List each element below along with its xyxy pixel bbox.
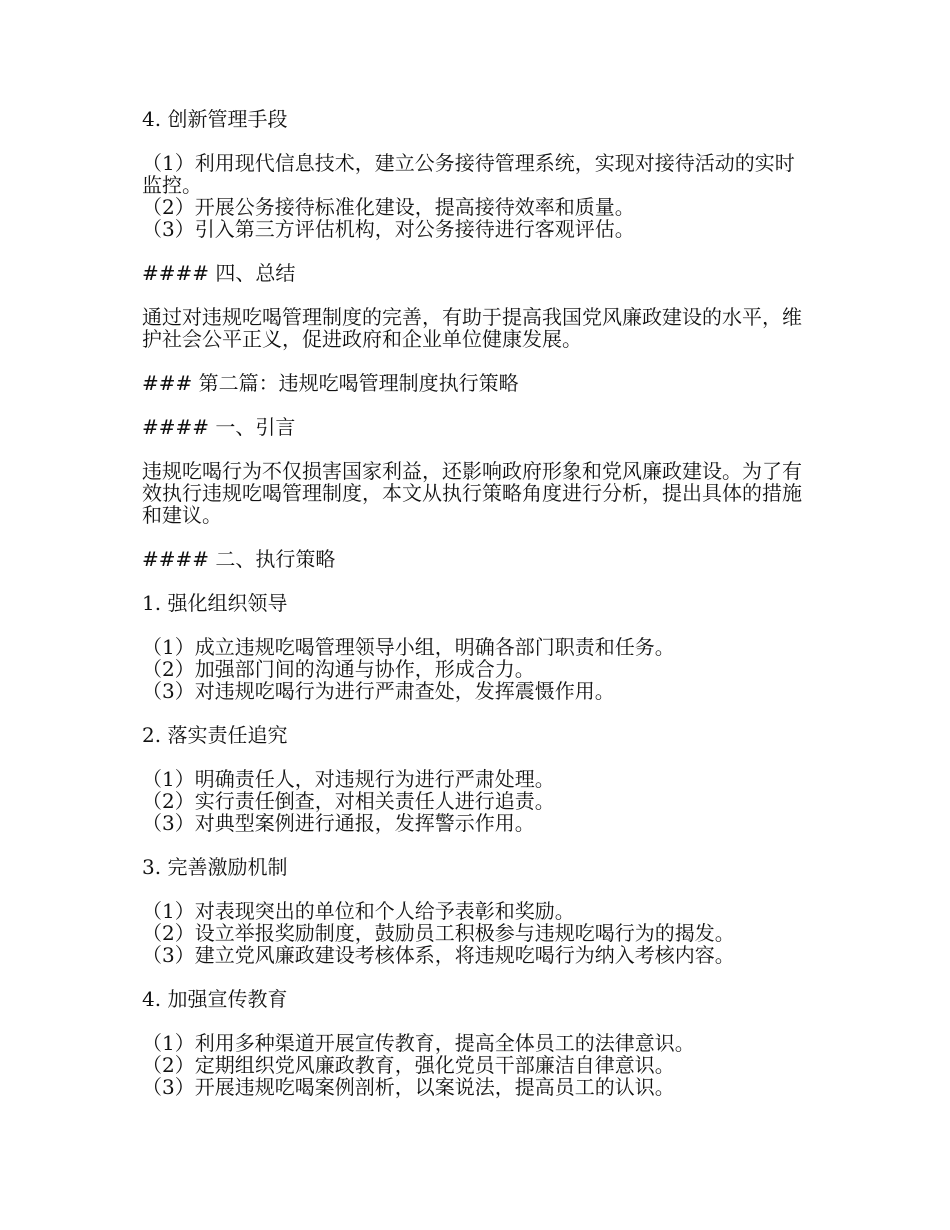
subsection-heading: 2. 落实责任追究 <box>142 723 288 747</box>
list-item: （3）开展违规吃喝案例剖析，以案说法，提高员工的认识。 <box>142 1075 675 1099</box>
list-item: （1）对表现突出的单位和个人给予表彰和奖励。 <box>142 899 575 923</box>
list-item: （2）开展公务接待标准化建设，提高接待效率和质量。 <box>142 195 635 219</box>
chapter-heading: ### 第二篇：违规吃喝管理制度执行策略 <box>142 371 519 395</box>
section-heading: #### 二、执行策略 <box>142 547 336 571</box>
list-item: （1）成立违规吃喝管理领导小组，明确各部门职责和任务。 <box>142 635 675 659</box>
document-page <box>142 108 812 1120</box>
list-item: （1）明确责任人，对违规行为进行严肃处理。 <box>142 767 555 791</box>
list-item: （2）加强部门间的沟通与协作，形成合力。 <box>142 657 535 681</box>
list-item: （3）对违规吃喝行为进行严肃查处，发挥震慑作用。 <box>142 679 615 703</box>
section-heading: #### 一、引言 <box>142 415 296 439</box>
list-item: （2）定期组织党风廉政教育，强化党员干部廉洁自律意识。 <box>142 1053 675 1077</box>
list-item: （2）实行责任倒查，对相关责任人进行追责。 <box>142 789 555 813</box>
subsection-heading: 3. 完善激励机制 <box>142 855 288 879</box>
numbered-list <box>142 636 812 702</box>
numbered-list <box>142 152 812 240</box>
numbered-list <box>142 900 812 966</box>
list-item: （1）利用多种渠道开展宣传教育，提高全体员工的法律意识。 <box>142 1031 695 1055</box>
list-item: （3）建立党风廉政建设考核体系，将违规吃喝行为纳入考核内容。 <box>142 943 735 967</box>
section-heading: 4. 创新管理手段 <box>142 107 288 131</box>
list-item: （3）引入第三方评估机构，对公务接待进行客观评估。 <box>142 217 635 241</box>
numbered-list <box>142 768 812 834</box>
section-heading: #### 四、总结 <box>142 261 296 285</box>
list-item: （1）利用现代信息技术，建立公务接待管理系统，实现对接待活动的实时监控。 <box>142 151 795 197</box>
subsection-heading: 1. 强化组织领导 <box>142 591 288 615</box>
subsection-heading: 4. 加强宣传教育 <box>142 987 288 1011</box>
paragraph: 违规吃喝行为不仅损害国家利益，还影响政府形象和党风廉政建设。为了有效执行违规吃喝管理制度，本文从执行策略角度进行分析，提出具体的措施和建议。 <box>142 459 802 527</box>
list-item: （3）对典型案例进行通报，发挥警示作用。 <box>142 811 535 835</box>
numbered-list <box>142 1032 812 1098</box>
list-item: （2）设立举报奖励制度，鼓励员工积极参与违规吃喝行为的揭发。 <box>142 921 735 945</box>
paragraph: 通过对违规吃喝管理制度的完善，有助于提高我国党风廉政建设的水平，维护社会公平正义，促进政府和企业单位健康发展。 <box>142 305 802 351</box>
